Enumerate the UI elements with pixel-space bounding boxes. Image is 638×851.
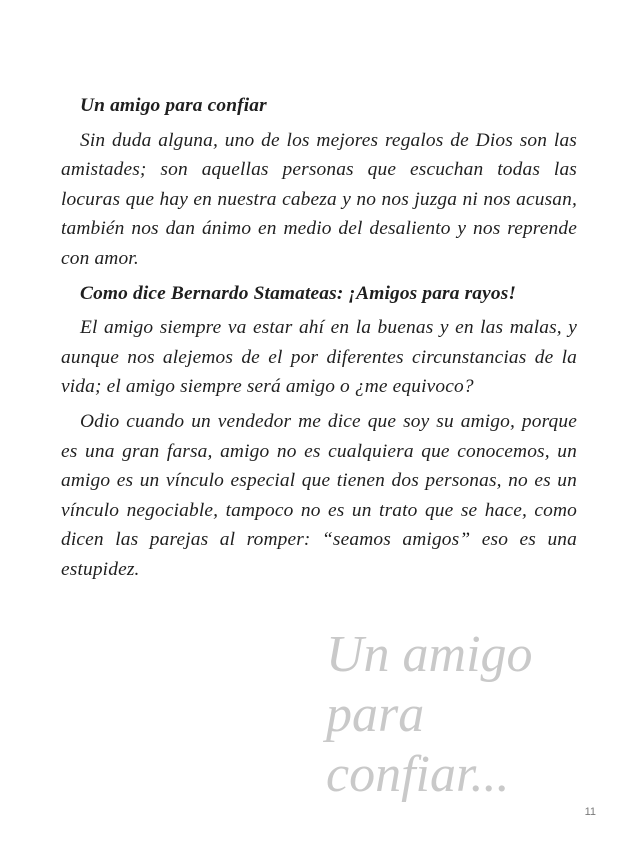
- pullquote-line-1: Un amigo: [326, 626, 533, 683]
- article-body: [61, 91, 577, 590]
- pullquote: [326, 625, 566, 805]
- article-heading: Un amigo para confiar: [80, 95, 267, 116]
- paragraph-4: Odio cuando un vendedor me dice que soy su amigo, porque es una gran farsa, amigo no es cualquiera que conocemos, un amigo es un vínculo especial que tienen dos personas, no es un vínculo negociable, tampoco no es un trato que se hace, como dicen las parejas al romper: “seamos amigos” eso es una estupidez.: [61, 410, 577, 580]
- paragraph-1: Sin duda alguna, uno de los mejores regalos de Dios son las amistades; son aquellas personas que escuchan todas las locuras que hay en nuestra cabeza y no nos juzga ni nos acusan, también nos dan ánimo en medio del desaliento y nos reprende con amor.: [61, 129, 577, 269]
- page-number: 11: [584, 806, 596, 818]
- pullquote-line-2: para: [326, 686, 425, 743]
- pullquote-line-3: confiar...: [326, 746, 510, 803]
- paragraph-2-quote: Como dice Bernardo Stamateas: ¡Amigos para rayos!: [80, 282, 517, 304]
- paragraph-3: El amigo siempre va estar ahí en la buenas y en las malas, y aunque nos alejemos de el por diferentes circunstancias de la vida; el amigo siempre será amigo o ¿me equivoco?: [61, 317, 577, 398]
